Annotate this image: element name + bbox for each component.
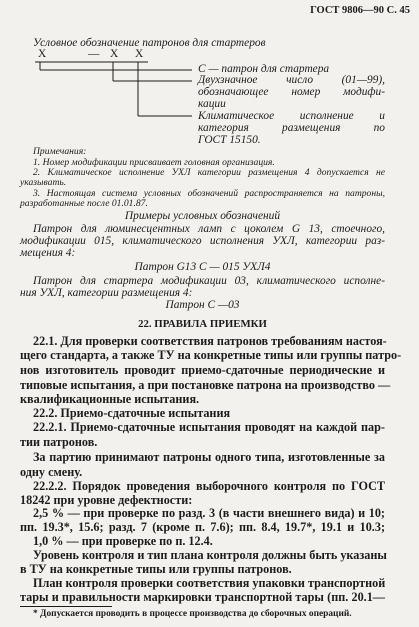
body-line: тары и правильности маркировки транспортной тары (пп. 20.1— bbox=[20, 590, 385, 604]
body-line: План контроля проверки соответствия упаковки транспортной bbox=[33, 576, 386, 590]
note-line: 1. Номер модификации присваивает головная организация. bbox=[33, 157, 275, 168]
body-line: За партию принимают патроны одного типа, изготовленные за bbox=[33, 450, 385, 464]
body-line: 22.2. Приемо-сдаточные испытания bbox=[33, 406, 231, 420]
body-line: щего стандарта, а также ТУ на конкретные типы или группы патро- bbox=[20, 348, 402, 362]
example-designation: Патрон С —03 bbox=[165, 299, 240, 311]
section-title: 22. ПРАВИЛА ПРИЕМКИ bbox=[138, 318, 267, 330]
example-text: Патрон для стартера модификации 03, климатического исполне- bbox=[33, 275, 385, 287]
body-line: 18242 при уровне дефектности: bbox=[20, 493, 193, 507]
example-designation: Патрон G13 С — 015 УХЛ4 bbox=[134, 261, 271, 273]
legend-line: Двухзначное число (01—99), bbox=[198, 74, 385, 86]
body-line: 22.1. Для проверки соответствия патронов требованиям настоя- bbox=[33, 334, 387, 348]
example-text: модификации 015, климатического исполнения УХЛ, категории раз- bbox=[20, 235, 385, 247]
example-text: ния УХЛ, категории размещения 4: bbox=[20, 287, 193, 299]
scheme-title: Условное обозначение патронов для стартеров bbox=[33, 37, 266, 49]
footnote-rule bbox=[20, 606, 112, 607]
body-line: 1,0 % — при проверке по п. 12.4. bbox=[33, 534, 213, 548]
body-line: 22.2.1. Приемо-сдаточные испытания проводят на каждой пар- bbox=[33, 420, 385, 434]
body-line: нов изготовитель проводит приемо-сдаточные периодические и bbox=[20, 363, 385, 377]
notes-title: Примечания: bbox=[33, 146, 87, 157]
scheme-marker-2: X bbox=[110, 48, 119, 60]
scheme-dash: — bbox=[88, 48, 100, 60]
example-text: мещения 4: bbox=[20, 247, 76, 259]
note-line: указывать. bbox=[20, 177, 67, 188]
body-line: пп. 19.3*, 15.6; разд. 7 (кроме п. 7.6); пп. 8.4, 19.7*, 19.1 и 10.3; bbox=[20, 520, 385, 534]
note-line: 2. Климатическое исполнение УХЛ категории размещения 4 допускается не bbox=[33, 167, 385, 178]
legend-line: кации bbox=[198, 98, 226, 110]
body-line: тии патронов. bbox=[20, 435, 98, 449]
scheme-marker-1: X bbox=[38, 48, 47, 60]
legend-line: категория размещения по bbox=[198, 122, 385, 134]
legend-line: обозначающее номер модифи- bbox=[198, 86, 385, 98]
footnote: * Допускается проводить в процессе производства до сборочных операций. bbox=[33, 609, 352, 619]
body-line: типовые испытания, а при постановке патрона на производство — bbox=[20, 378, 391, 392]
example-text: Патрон для люминесцентных ламп с цоколем G 13, стоечного, bbox=[33, 223, 385, 235]
legend-line: ГОСТ 15150. bbox=[198, 134, 261, 146]
body-line: в ТУ на конкретные типы или группы патронов. bbox=[20, 562, 292, 576]
legend-line: С — патрон для стартера bbox=[198, 63, 330, 75]
scheme-marker-3: X bbox=[135, 48, 144, 60]
body-line: одну смену. bbox=[20, 465, 83, 479]
note-line: разработанные после 01.01.87. bbox=[20, 198, 148, 209]
body-line: Уровень контроля и тип плана контроля должны быть указаны bbox=[33, 548, 387, 562]
body-line: 22.2.2. Порядок проведения выборочного контроля по ГОСТ bbox=[33, 479, 385, 493]
body-line: 2,5 % — при проверке по разд. 3 (в части внешнего вида) и 10; bbox=[33, 506, 385, 520]
legend-line: Климатическое исполнение и bbox=[198, 110, 385, 122]
page-header: ГОСТ 9806—90 С. 45 bbox=[310, 5, 410, 16]
examples-title: Примеры условных обозначений bbox=[124, 210, 281, 222]
note-line: 3. Настоящая система условных обозначений распространяется на патроны, bbox=[33, 188, 385, 199]
body-line: квалификационные испытания. bbox=[20, 392, 200, 406]
